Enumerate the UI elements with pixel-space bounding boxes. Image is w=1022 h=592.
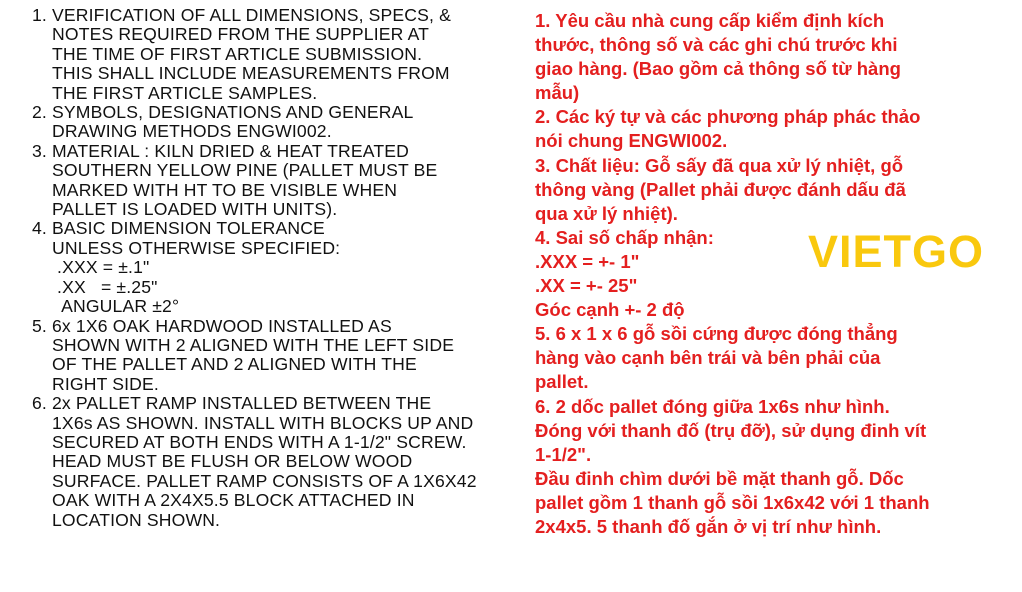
note-line: SECURED AT BOTH ENDS WITH A 1-1/2" SCREW. (52, 431, 467, 452)
note-line: BASIC DIMENSION TOLERANCE (52, 218, 325, 239)
note-number: 5. (32, 315, 47, 336)
vietnamese-line: qua xử lý nhiệt). (535, 202, 678, 224)
vietnamese-line: 6. 2 dốc pallet đóng giữa 1x6s như hình. (535, 395, 890, 417)
english-note-4 (32, 219, 532, 316)
vietgo-watermark: VIETGO (808, 226, 985, 277)
note-line: .XX = ±.25" (52, 276, 158, 297)
note-line: LOCATION SHOWN. (52, 509, 221, 530)
vietnamese-line: giao hàng. (Bao gồm cả thông số từ hàng (535, 58, 901, 80)
note-line: THE FIRST ARTICLE SAMPLES. (52, 82, 318, 103)
vietnamese-line: 1-1/2". (535, 443, 592, 465)
vietnamese-line: pallet. (535, 371, 589, 393)
vietnamese-line: 5. 6 x 1 x 6 gỗ sồi cứng được đóng thẳng (535, 323, 898, 345)
note-line: MATERIAL : KILN DRIED & HEAT TREATED (52, 140, 410, 161)
note-line: NOTES REQUIRED FROM THE SUPPLIER AT (52, 24, 430, 45)
english-note-6 (32, 394, 532, 530)
note-line: SOUTHERN YELLOW PINE (PALLET MUST BE (52, 160, 438, 181)
note-line: THE TIME OF FIRST ARTICLE SUBMISSION. (52, 43, 423, 64)
english-note-3 (32, 142, 532, 220)
vietnamese-line: Góc cạnh +- 2 độ (535, 299, 685, 321)
note-line: 2x PALLET RAMP INSTALLED BETWEEN THE (52, 393, 432, 414)
vietnamese-line: Đóng với thanh đố (trụ đỡ), sử dụng đinh vít (535, 419, 927, 441)
note-line: .XXX = ±.1" (52, 257, 150, 278)
note-line: UNLESS OTHERWISE SPECIFIED: (52, 237, 341, 258)
note-line: OF THE PALLET AND 2 ALIGNED WITH THE (52, 354, 417, 375)
note-line: VERIFICATION OF ALL DIMENSIONS, SPECS, & (52, 5, 452, 25)
vietnamese-line: nói chung ENGWI002. (535, 130, 728, 152)
vietnamese-line: 1. Yêu cầu nhà cung cấp kiểm định kích (535, 10, 885, 31)
vietnamese-line: .XXX = +- 1" (535, 250, 640, 272)
vietnamese-line: mẫu) (535, 82, 580, 104)
note-line: 6x 1X6 OAK HARDWOOD INSTALLED AS (52, 315, 392, 336)
note-line: OAK WITH A 2X4X5.5 BLOCK ATTACHED IN (52, 490, 415, 511)
note-number: 3. (32, 140, 47, 161)
note-number: 2. (32, 102, 47, 123)
vietnamese-line: 2. Các ký tự và các phương pháp phác thảo (535, 106, 921, 128)
note-line: THIS SHALL INCLUDE MEASUREMENTS FROM (52, 63, 450, 84)
vietnamese-line: thước, thông số và các ghi chú trước khi (535, 34, 898, 56)
note-line: MARKED WITH HT TO BE VISIBLE WHEN (52, 179, 398, 200)
note-line: ANGULAR ±2° (52, 296, 180, 317)
note-line: HEAD MUST BE FLUSH OR BELOW WOOD (52, 451, 413, 472)
vietnamese-line: thông vàng (Pallet phải được đánh dấu đã (535, 178, 906, 200)
vietnamese-line: 2x4x5. 5 thanh đố gắn ở vị trí như hình. (535, 515, 882, 537)
vietnamese-line: Đầu đinh chìm dưới bề mặt thanh gỗ. Dốc (535, 467, 904, 489)
note-number: 1. (32, 5, 47, 25)
note-line: PALLET IS LOADED WITH UNITS). (52, 199, 338, 220)
note-line: SURFACE. PALLET RAMP CONSISTS OF A 1X6X42 (52, 470, 477, 491)
vietnamese-line: hàng vào cạnh bên trái và bên phải của (535, 347, 881, 369)
note-line: DRAWING METHODS ENGWI002. (52, 121, 332, 142)
note-line: SYMBOLS, DESIGNATIONS AND GENERAL (52, 102, 414, 123)
english-note-1 (32, 6, 532, 103)
vietnamese-line: .XX = +- 25" (535, 275, 638, 297)
note-line: RIGHT SIDE. (52, 373, 159, 394)
note-line: SHOWN WITH 2 ALIGNED WITH THE LEFT SIDE (52, 334, 455, 355)
note-line: 1X6s AS SHOWN. INSTALL WITH BLOCKS UP AND (52, 412, 474, 433)
english-notes (32, 6, 532, 530)
vietnamese-line: 3. Chất liệu: Gỗ sấy đã qua xử lý nhiệt, gỗ (535, 154, 904, 176)
english-note-5 (32, 317, 532, 395)
note-number: 6. (32, 393, 47, 414)
note-number: 4. (32, 218, 47, 239)
vietnamese-line: 4. Sai số chấp nhận: (535, 226, 714, 248)
vietnamese-line: pallet gồm 1 thanh gỗ sồi 1x6x42 với 1 thanh (535, 491, 930, 513)
english-note-2 (32, 103, 532, 142)
